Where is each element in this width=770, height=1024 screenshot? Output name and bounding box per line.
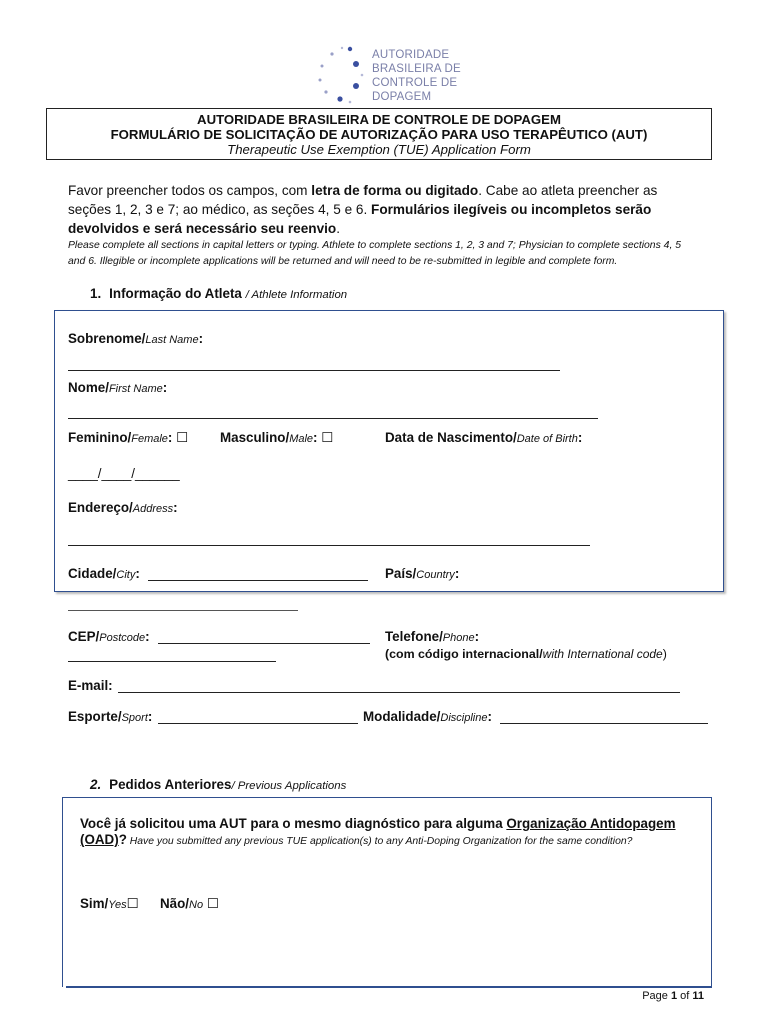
- phone-note: [385, 647, 667, 661]
- no-checkbox[interactable]: ☐: [206, 896, 219, 911]
- male-option[interactable]: [220, 430, 333, 446]
- discipline-label: [363, 709, 492, 724]
- colon: :: [135, 566, 140, 581]
- instructions-bold-1: letra de forma ou digitado: [311, 183, 479, 198]
- first-name-label: [68, 380, 167, 395]
- section-2-title: Pedidos Anteriores: [109, 777, 232, 792]
- logo-line-2: BRASILEIRA DE: [372, 63, 461, 75]
- section-2-title-en: / Previous Applications: [231, 780, 347, 792]
- city-label: [68, 566, 140, 581]
- page-total: 11: [692, 990, 704, 1002]
- surname-label-en: Last Name: [145, 334, 199, 346]
- yes-checkbox[interactable]: ☐: [126, 896, 139, 911]
- postcode-label-pt: CEP/: [68, 629, 100, 644]
- instructions-text-2: . Cabe ao atleta preencher as seções 1, 2, 3 e 7; ao médico, as seções 4, 5 e 6.: [68, 183, 658, 217]
- page-current: 1: [670, 990, 678, 1002]
- section-1-title-en: / Athlete Information: [245, 289, 348, 301]
- no-label-pt: Não/: [160, 896, 190, 911]
- phone-note-en: with International code: [542, 647, 663, 661]
- city-label-en: City: [116, 569, 136, 581]
- colon: :: [162, 380, 168, 395]
- question-text-en: Have you submitted any previous TUE application(s) to any Anti-Doping Organization for the same condition?: [126, 836, 633, 847]
- postcode-input-line-2[interactable]: [68, 661, 276, 662]
- abcd-logo: [312, 44, 472, 106]
- instructions-en: Please complete all sections in capital letters or typing. Athlete to complete sections 1, 2, 3 and 7; Physician to complete sections 4, 5 and 6. Illegible or incomplete applications will be returned and will need to be re-submitted in legible and complete form.: [68, 240, 681, 267]
- colon: :: [198, 331, 204, 346]
- athlete-info-frame: [54, 310, 724, 592]
- question-text-pt: Você já solicitou uma AUT para o mesmo diagnóstico para alguma: [80, 816, 507, 831]
- address-label-pt: Endereço/: [68, 500, 133, 515]
- logo-dots-icon: [312, 44, 370, 106]
- question-org-link: Organização Antidopagem (OAD): [80, 816, 676, 847]
- sport-label-pt: Esporte/: [68, 709, 122, 724]
- male-label-en: Male: [289, 433, 314, 445]
- colon: :: [173, 500, 178, 515]
- form-title: FORMULÁRIO DE SOLICITAÇÃO DE AUTORIZAÇÃO PARA USO TERAPÊUTICO (AUT): [110, 127, 648, 142]
- city-label-pt: Cidade/: [68, 566, 117, 581]
- form-title-box: [46, 108, 712, 160]
- discipline-input-line[interactable]: [500, 723, 708, 724]
- colon: :: [454, 566, 460, 581]
- surname-label-pt: Sobrenome/: [68, 331, 146, 346]
- female-label-pt: Feminino/: [68, 430, 132, 445]
- section-1-title: Informação do Atleta: [109, 286, 242, 301]
- dob-label-en: Date of Birth: [516, 433, 578, 445]
- section-2-heading: [90, 777, 346, 792]
- city-input-line[interactable]: [148, 580, 368, 581]
- instructions-bold-2: Formulários ilegíveis ou incompletos serão devolvidos e será necessário seu reenvio: [68, 202, 652, 236]
- colon: :: [145, 629, 150, 644]
- surname-input-line[interactable]: [68, 370, 560, 371]
- instructions-pt: [68, 181, 698, 238]
- form-title-english: Therapeutic Use Exemption (TUE) Application Form: [227, 142, 531, 157]
- discipline-label-pt: Modalidade/: [363, 709, 441, 724]
- section-1-number: 1.: [90, 286, 102, 301]
- instructions-text-3: .: [336, 221, 341, 236]
- colon: :: [474, 629, 480, 644]
- org-title: AUTORIDADE BRASILEIRA DE CONTROLE DE DOPAGEM: [197, 112, 561, 127]
- logo-text: [372, 48, 461, 104]
- country-input-line[interactable]: [68, 610, 298, 611]
- page-of: of: [677, 990, 693, 1002]
- no-label-en: No: [189, 899, 204, 911]
- logo-line-1: AUTORIDADE: [372, 49, 450, 61]
- male-label-pt: Masculino/: [220, 430, 290, 445]
- sport-label: [68, 709, 152, 724]
- page-number: [642, 990, 704, 1002]
- question-mark: ?: [118, 832, 127, 847]
- male-checkbox[interactable]: ☐: [321, 430, 334, 445]
- phone-label-en: Phone: [442, 632, 475, 644]
- postcode-label: [68, 629, 150, 644]
- postcode-input-line[interactable]: [158, 643, 370, 644]
- female-label-en: Female: [131, 433, 168, 445]
- section-1-heading: [90, 286, 347, 301]
- previous-application-question: [80, 816, 692, 850]
- first-name-label-pt: Nome/: [68, 380, 109, 395]
- logo-line-4: DOPAGEM: [372, 91, 432, 103]
- dob-input[interactable]: ____/____/______: [68, 466, 180, 481]
- phone-label-pt: Telefone/: [385, 629, 443, 644]
- discipline-label-en: Discipline: [440, 712, 488, 724]
- sport-input-line[interactable]: [158, 723, 358, 724]
- yes-option[interactable]: [80, 896, 139, 912]
- instructions-text-1: Favor preencher todos os campos, com: [68, 183, 312, 198]
- sport-label-en: Sport: [121, 712, 148, 724]
- address-label: [68, 500, 178, 515]
- colon: :: [313, 430, 318, 445]
- phone-note-pt: (com código internacional/: [385, 647, 543, 661]
- address-label-en: Address: [132, 503, 174, 515]
- colon: :: [167, 430, 173, 445]
- dob-label: [385, 430, 582, 445]
- yes-label-en: Yes: [108, 899, 127, 911]
- country-label: [385, 566, 459, 581]
- section-2-number: 2.: [90, 777, 102, 792]
- yes-label-pt: Sim/: [80, 896, 109, 911]
- email-input-line[interactable]: [118, 692, 680, 693]
- postcode-label-en: Postcode: [99, 632, 146, 644]
- colon: :: [577, 430, 583, 445]
- first-name-label-en: First Name: [108, 383, 163, 395]
- first-name-input-line[interactable]: [68, 418, 598, 419]
- country-label-pt: País/: [385, 566, 417, 581]
- surname-label: [68, 331, 203, 346]
- colon: :: [147, 709, 153, 724]
- footer-divider: [66, 986, 712, 988]
- colon: :: [487, 709, 492, 724]
- female-checkbox[interactable]: ☐: [176, 430, 189, 445]
- country-label-en: Country: [416, 569, 455, 581]
- female-option[interactable]: [68, 430, 188, 446]
- logo-line-3: CONTROLE DE: [372, 77, 458, 89]
- page-label: Page: [642, 990, 671, 1002]
- no-option[interactable]: [160, 896, 219, 912]
- dob-label-pt: Data de Nascimento/: [385, 430, 517, 445]
- email-label: E-mail:: [68, 678, 113, 693]
- phone-label: [385, 629, 479, 644]
- phone-note-close: ): [662, 647, 667, 661]
- address-input-line[interactable]: [68, 545, 590, 546]
